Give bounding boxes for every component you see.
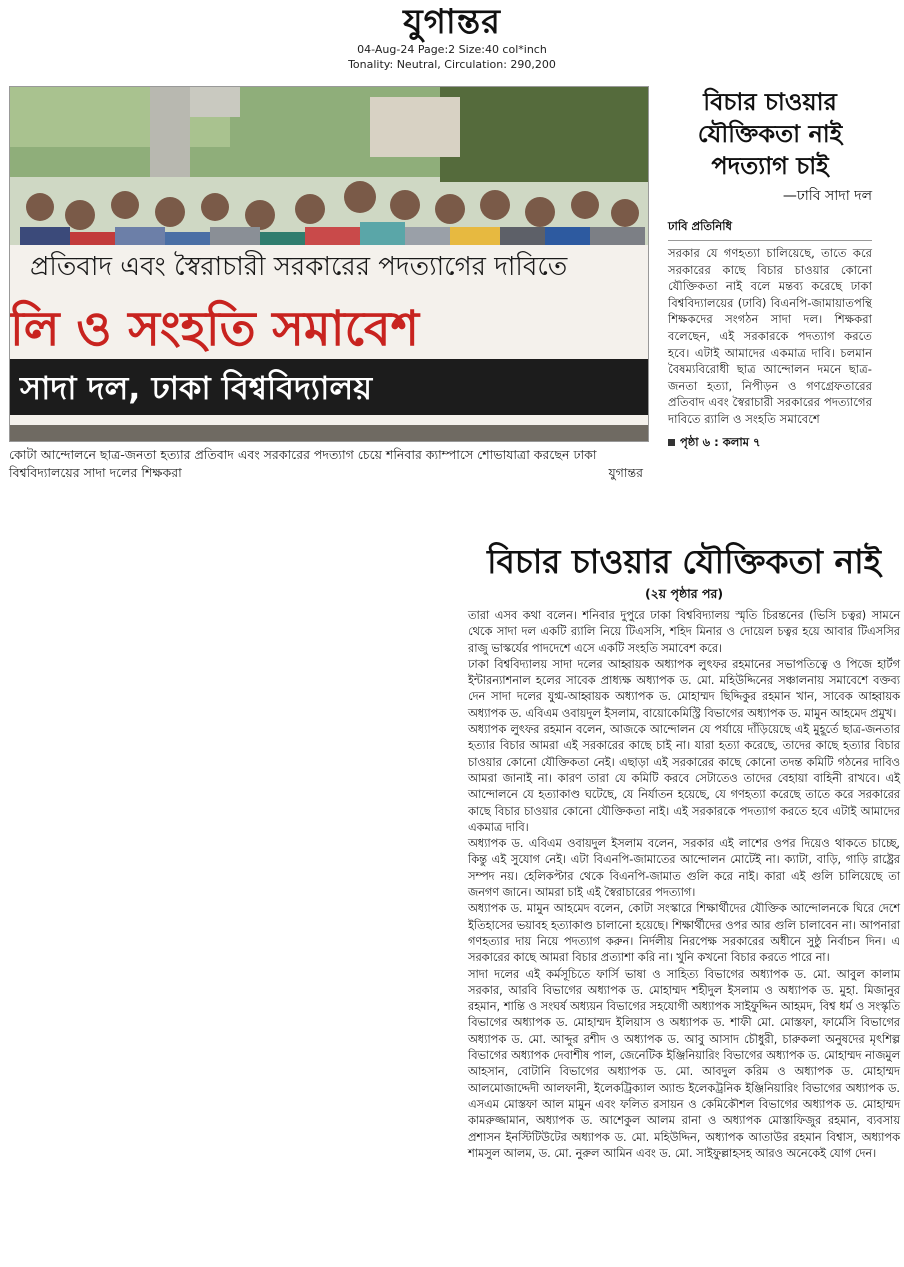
teaser-byline: —ঢাবি সাদা দল: [782, 188, 872, 204]
photo-credit: যুগান্তর: [608, 465, 643, 480]
teaser-jump-text: পৃষ্ঠা ৬ : কলাম ৭: [680, 434, 761, 449]
teaser-jump-line: [668, 434, 872, 453]
front-page-teaser: [668, 86, 872, 453]
teaser-body: সরকার যে গণহত্যা চালিয়েছে, তাতে করে সরকারের কাছে বিচার চাওয়ার কোনো যৌক্তিকতা নাই বলে মন্তব্য করেছে ঢাকা বিশ্ববিদ্যালয়ের (ঢাবি) বিএনপি-জামায়াতপন্থি শিক্ষকদের সংগঠন সাদা দল। শিক্ষকরা বলেছেন, এই সরকারকে পদত্যাগ করতে হবে। এটাই আমাদের একমাত্র দাবি। চলমান বৈষম্যবিরোধী ছাত্র আন্দোলন দমনে ছাত্র-জনতা হত্যা, নিপীড়ন ও গণগ্রেফতারের প্রতিবাদ এবং স্বৈরাচারী সরকারের পদত্যাগের দাবিতে র‌্যালি ও সংহতি সমাবেশে: [668, 246, 872, 426]
continued-article: [468, 540, 900, 1162]
article-body: [468, 608, 900, 1162]
article-paragraph: অধ্যাপক ড. এবিএম ওবায়দুল ইসলাম বলেন, সরকার এই লাশের ওপর দিয়েও থাকতে চাচ্ছে, কিন্তু এই সুযোগ নেই। এটা বিএনপি-জামাতের আন্দোলন মোটেই না। ক্যাটা, বাড়ি, গাড়ি রাষ্ট্রের সম্পদ নয়। হেলিকপ্টার থেকে বিএনপি-জামাত গুলি করে নাই। কারা এই গুলি চালিয়েছে তা জনগণ জানে। আমরা চাই এই স্বৈরাচারের পদত্যাগ।: [468, 837, 900, 900]
banner-line2: লি ও সংহতি সমাবেশ: [10, 301, 419, 357]
teaser-reporter: ঢাবি প্রতিনিধি: [668, 218, 872, 241]
newspaper-logo: যুগান্তর: [403, 2, 501, 42]
article-paragraph: অধ্যাপক ড. মামুন আহমেদ বলেন, কোটা সংস্কারে শিক্ষার্থীদের যৌক্তিক আন্দোলনকে ঘিরে দেশে ইতিহাসের ভয়াবহ হত্যাকাণ্ড চালানো হয়েছে। শিক্ষার্থীদের ওপর আর গুলি চালাবেন না। আপনারা গণহত্যার দায় নিয়ে পদত্যাগ করুন। নির্দলীয় নিরপেক্ষ সরকারের অধীনে সুষ্ঠু নির্বাচন দিন। এ সরকারের কাছে আমরা বিচার প্রত্যাশা করি না। খুনি কখনো বিচার করতে পারে না।: [468, 902, 900, 965]
clip-meta-line2: Tonality: Neutral, Circulation: 290,200: [348, 58, 556, 71]
square-bullet-icon: [668, 439, 675, 446]
article-paragraph: তারা এসব কথা বলেন। শনিবার দুপুরে ঢাকা বিশ্ববিদ্যালয় স্মৃতি চিরন্তনের (ভিসি চত্বর) সামনে থেকে সাদা দল একটি র‌্যালি নিয়ে টিএসসি, শহিদ মিনার ও দোয়েল চত্বর হয়ে আবার টিএসসির রাজু ভাস্কর্যের পাদদেশে এসে একটি সংহতি সমাবেশ করে।: [468, 609, 900, 655]
masthead: [0, 0, 904, 72]
caption-text: কোটা আন্দোলনে ছাত্র-জনতা হত্যার প্রতিবাদ এবং সরকারের পদত্যাগ চেয়ে শনিবার ক্যাম্পাসে শোভাযাত্রা করছেন ঢাকা বিশ্ববিদ্যালয়ের সাদা দলের শিক্ষকরা: [9, 447, 597, 480]
article-paragraph: ঢাকা বিশ্ববিদ্যালয় সাদা দলের আহ্বায়ক অধ্যাপক লুৎফর রহমানের সভাপতিত্বে ও পিজে হার্টগ ইন্টারন্যাশনাল হলের সাবেক প্রাধ্যক্ষ অধ্যাপক ড. মো. মহিউদ্দিনের সঞ্চালনায় সমাবেশে বক্তব্য দেন সাদা দলের যুগ্ম-আহ্বায়ক অধ্যাপক ড. মোহাম্মদ ছিদ্দিকুর রহমান খান, সাবেক আহ্বায়ক অধ্যাপক ড. এবিএম ওবায়দুল ইসলাম, বায়োকেমিস্ট্রি বিভাগের অধ্যাপক ড. মামুন আহমেদ প্রমুখ।: [468, 657, 900, 720]
photo-caption: [9, 446, 647, 482]
banner-line1: প্রতিবাদ এবং স্বৈরাচারী সরকারের পদত্যাগের দাবিতে: [30, 252, 568, 282]
article-headline: বিচার চাওয়ার যৌক্তিকতা নাই: [487, 542, 881, 581]
teaser-headline: বিচার চাওয়ার যৌক্তিকতা নাই পদত্যাগ চাই: [697, 87, 843, 180]
banner-line3: সাদা দল, ঢাকা বিশ্ববিদ্যালয়: [20, 369, 373, 407]
clip-meta-line1: 04-Aug-24 Page:2 Size:40 col*inch: [357, 43, 547, 56]
rally-photo: [9, 86, 649, 442]
article-continued-label: (২য় পৃষ্ঠার পর): [644, 586, 724, 601]
article-paragraph: অধ্যাপক লুৎফর রহমান বলেন, আজকে আন্দোলন যে পর্যায়ে দাঁড়িয়েছে এই মুহূর্তে ছাত্র-জনতার হত্যার বিচার আমরা এই সরকারের কাছে চাই না। যারা হত্যা করেছে, তাদের কাছে হত্যার বিচার চাওয়ার কোনো যৌক্তিকতা নেই। এছাড়া এই সরকারের কাছে কোনো তদন্ত কমিটি গঠনের দাবিও আমরা জানাই না। কারণ তারা যে কমিটি করবে সেটাতেও তাদের বেহায়া বাহিনী রাখবে। এই আন্দোলনে যে হত্যাকাণ্ড ঘটেছে, যে নির্যাতন হয়েছে, যে গণহত্যা করেছে তাতে করে সরকারের কাছে বিচার চাওয়ার কোনো যৌক্তিকতা নাই। এই সরকারকে পদত্যাগ করতে হবে এটাই আমাদের একমাত্র দাবি।: [468, 723, 900, 834]
article-paragraph: সাদা দলের এই কর্মসূচিতে ফার্সি ভাষা ও সাহিত্য বিভাগের অধ্যাপক ড. মো. আবুল কালাম সরকার, আরবি বিভাগের অধ্যাপক ড. মোহাম্মদ শহীদুল ইসলাম ও অধ্যাপক ড. মুহা. মিজানুর রহমান, শান্তি ও সংঘর্ষ অধ্যয়ন বিভাগের সহযোগী অধ্যাপক সাইফুদ্দিন আহমদ, বিশ্ব ধর্ম ও সংস্কৃতি বিভাগের অধ্যাপক ড. মোহাম্মদ ইলিয়াস ও অধ্যাপক ড. শাফী মো. মোস্তফা, ফার্মেসি বিভাগের অধ্যাপক ড. মো. আব্দুর রশীদ ও অধ্যাপক ড. আবু আসাদ চৌধুরী, চারুকলা অনুষদের মৃৎশিল্প বিভাগের অধ্যাপক দেবাশীষ পাল, জেনেটিক ইঞ্জিনিয়ারিং বিভাগের অধ্যাপক ড. মোহাম্মদ নাজমুল আহসান, বোটানি বিভাগের অধ্যাপক ড. মো. আবদুল করিম ও অধ্যাপক ড. মোহাম্মদ আলমোজাদ্দেদী আলফানী, ইলেকট্রিক্যাল অ্যান্ড ইলেকট্রনিক ইঞ্জিনিয়ারিং বিভাগের অধ্যাপক ড. এসএম মোস্তফা আল মামুন এবং ফলিত রসায়ন ও কেমিকৌশল বিভাগের অধ্যাপক ড. মোহাম্মদ কামরুজ্জামান, অধ্যাপক ড. আশেকুল আলম রানা ও অধ্যাপক মোস্তাফিজুর রহমান, ব্যবসায় প্রশাসন ইনস্টিটিউটের অধ্যাপক ড. মো. মহিউদ্দিন, অধ্যাপক আতাউর রহমান বিশ্বাস, অধ্যাপক শামসুল আলম, ড. মো. নুরুল আমিন এবং ড. মো. সাইফুল্লাহসহ আরও অনেকেই যোগ দেন।: [468, 967, 900, 1160]
